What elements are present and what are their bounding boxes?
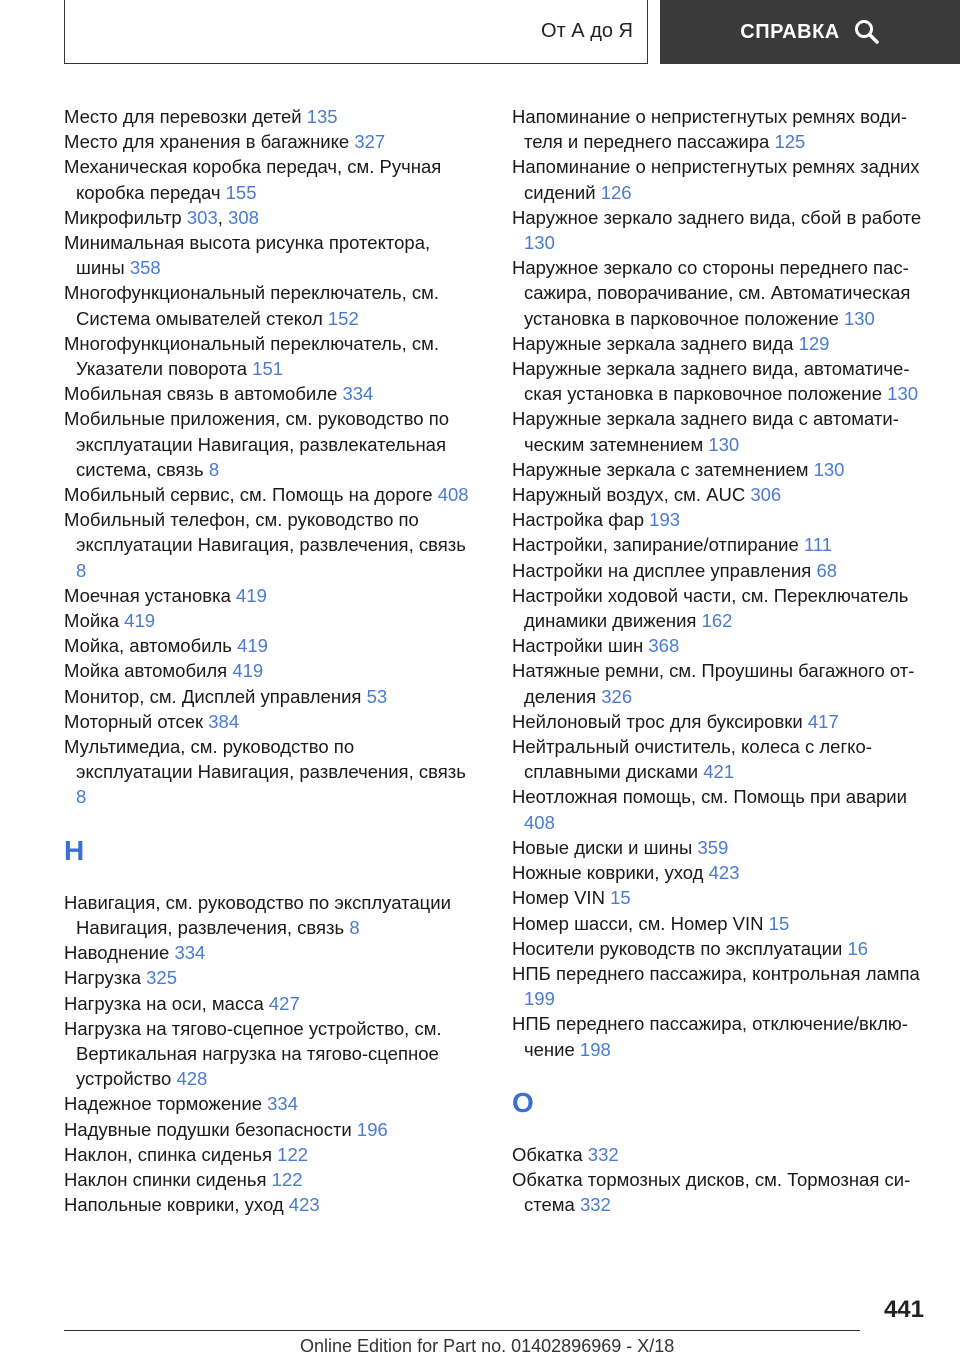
footer-rule bbox=[64, 1330, 860, 1331]
index-entry bbox=[64, 205, 474, 230]
index-entry bbox=[64, 734, 474, 810]
index-entry-text: Настройки шин bbox=[512, 635, 649, 657]
page-ref-link[interactable]: 122 bbox=[277, 1143, 309, 1165]
page-ref-link[interactable]: 129 bbox=[798, 332, 830, 354]
page-ref-link[interactable]: 130 bbox=[524, 232, 555, 254]
page-ref-link[interactable]: 306 bbox=[750, 484, 782, 506]
index-entry bbox=[64, 230, 474, 280]
page-ref-link[interactable]: 196 bbox=[356, 1118, 388, 1140]
tab-a-to-z-label: От А до Я bbox=[541, 20, 633, 42]
index-entry-text: Наружные зеркала заднего вида bbox=[512, 332, 799, 354]
index-entry-text: Нагрузка на тягово-сцепное устройство, см. Вертикальная нагрузка на тягово-сцепное устройство bbox=[64, 1017, 442, 1090]
tab-a-to-z[interactable] bbox=[64, 0, 648, 64]
page-ref-link[interactable]: 326 bbox=[601, 685, 633, 707]
index-entry-text: Многофункциональный переключатель, см. Указатели поворота bbox=[64, 332, 439, 380]
index-entry bbox=[64, 381, 474, 406]
index-entry-text: Мойка bbox=[64, 610, 125, 632]
index-entry-text: НПБ переднего пассажира, отключение/включение bbox=[512, 1013, 908, 1060]
page-ref-link[interactable]: 423 bbox=[288, 1194, 320, 1216]
index-entry bbox=[64, 890, 474, 940]
page-ref-link[interactable]: 332 bbox=[587, 1143, 619, 1165]
index-entry bbox=[64, 331, 474, 381]
index-entry bbox=[64, 965, 474, 990]
page-ref-link[interactable]: 384 bbox=[208, 710, 240, 732]
page-ref-link[interactable]: 130 bbox=[708, 433, 740, 455]
page-ref-link[interactable]: 68 bbox=[816, 559, 838, 581]
index-entry bbox=[512, 860, 932, 885]
index-entry-text: Нагрузка на оси, масса bbox=[64, 992, 269, 1014]
index-entry-text: Настройки, запирание/отпирание bbox=[512, 534, 804, 556]
index-entry bbox=[512, 331, 932, 356]
index-entry-text: Нагрузка bbox=[64, 967, 147, 989]
index-entry-text: Неотложная помощь, см. Помощь при аварии bbox=[512, 786, 907, 808]
index-entry bbox=[512, 784, 932, 834]
index-entry-text: Носители руководств по эксплуатации bbox=[512, 937, 848, 959]
index-entry-text: Нейтральный очиститель, колеса с легкосплавными дисками bbox=[512, 736, 872, 783]
index-entry bbox=[64, 1167, 474, 1192]
page-ref-link[interactable]: 15 bbox=[768, 912, 790, 934]
index-entry bbox=[512, 961, 932, 1011]
page-ref-link[interactable]: 126 bbox=[600, 181, 632, 203]
index-entry-text: Мобильные приложения, см. руководство по эксплуатации Навигация, развлекательная система, связь bbox=[64, 408, 449, 480]
index-entry-text: Номер VIN bbox=[512, 887, 611, 909]
index-entry-text: Место для перевозки детей bbox=[64, 106, 307, 127]
index-entry-text: Многофункциональный переключатель, см. Система омывателей стекол bbox=[64, 282, 439, 329]
index-entry-text: Микрофильтр bbox=[64, 206, 187, 228]
page-ref-link[interactable]: 421 bbox=[703, 761, 735, 783]
index-entry bbox=[64, 709, 474, 734]
page-ref-link[interactable]: 155 bbox=[225, 181, 257, 203]
index-entry bbox=[512, 911, 932, 936]
index-entry bbox=[64, 129, 474, 154]
index-entry bbox=[512, 835, 932, 860]
index-entry bbox=[512, 154, 932, 204]
index-entry-text: Напольные коврики, уход bbox=[64, 1194, 289, 1216]
index-entry bbox=[512, 406, 932, 456]
page-ref-link[interactable]: 419 bbox=[124, 610, 156, 632]
page-ref-link[interactable]: 125 bbox=[774, 131, 806, 153]
index-entry bbox=[512, 709, 932, 734]
index-entry-text: Моечная установка bbox=[64, 584, 236, 606]
page-ref-link[interactable]: 334 bbox=[174, 942, 206, 964]
index-entry bbox=[512, 885, 932, 910]
index-entry bbox=[64, 1091, 474, 1116]
index-entry-text: Наружные зеркала заднего вида, автоматическая установка в парковочное положение bbox=[512, 358, 910, 405]
page-ref-link[interactable]: 199 bbox=[524, 988, 555, 1010]
index-entry bbox=[64, 991, 474, 1016]
footer-text: Online Edition for Part no. 01402896969 - X/18 bbox=[300, 1336, 675, 1356]
page-ref-link[interactable]: 327 bbox=[354, 131, 386, 153]
index-entry-text: Мойка автомобиля bbox=[64, 660, 233, 682]
page-ref-link[interactable]: 368 bbox=[648, 635, 680, 657]
tab-help-label: СПРАВКА bbox=[740, 20, 840, 43]
index-entry-text: Место для хранения в багажнике bbox=[64, 131, 355, 153]
page-ref-link[interactable]: 8 bbox=[76, 559, 87, 581]
page-ref-link[interactable]: 193 bbox=[649, 509, 681, 531]
page-ref-link[interactable]: 16 bbox=[847, 937, 869, 959]
index-entry-text: Наводнение bbox=[64, 942, 175, 964]
page-ref-link[interactable]: 325 bbox=[146, 967, 178, 989]
index-entry bbox=[64, 280, 474, 330]
index-entry bbox=[512, 583, 932, 633]
index-entry bbox=[64, 583, 474, 608]
index-entry-text: Надежное торможение bbox=[64, 1093, 268, 1115]
index-entry bbox=[64, 104, 474, 129]
index-letter-heading: О bbox=[512, 1086, 534, 1118]
page-ref-link[interactable]: 111 bbox=[803, 534, 833, 556]
search-icon bbox=[854, 19, 880, 45]
index-entry-text: Наружное зеркало заднего вида, сбой в работе bbox=[512, 206, 922, 228]
index-entry bbox=[512, 104, 932, 154]
page-ref-link[interactable]: 408 bbox=[524, 811, 555, 833]
index-entry bbox=[64, 633, 474, 658]
page-ref-link[interactable]: 419 bbox=[232, 660, 264, 682]
page-ref-link[interactable]: 423 bbox=[708, 862, 740, 884]
index-entry-text: Мобильный телефон, см. руководство по эксплуатации Навигация, развлечения, связь bbox=[64, 509, 466, 556]
index-entry-text: Мобильный сервис, см. Помощь на дороге bbox=[64, 484, 438, 506]
page-ref-link[interactable]: 130 bbox=[887, 383, 919, 405]
index-entry-text: Наружное зеркало со стороны переднего пассажира, поворачивание, см. Автоматическая установка в парковочное положение bbox=[512, 257, 911, 329]
index-letter-heading: Н bbox=[64, 834, 85, 866]
page-ref-link[interactable]: 359 bbox=[697, 836, 729, 858]
index-entry-text: Мультимедиа, см. руководство по эксплуатации Навигация, развлечения, связь bbox=[64, 736, 466, 783]
page-ref-link[interactable]: 198 bbox=[579, 1038, 611, 1060]
index-entry-text: Настройки на дисплее управления bbox=[512, 559, 817, 581]
index-entry-text: Натяжные ремни, см. Проушины багажного отделения bbox=[512, 660, 915, 707]
page-ref-link[interactable]: 135 bbox=[306, 106, 338, 127]
index-entry-text: Новые диски и шины bbox=[512, 836, 698, 858]
index-entry-text: Моторный отсек bbox=[64, 710, 209, 732]
index-column-right bbox=[512, 104, 932, 1217]
page-ref-link[interactable]: 152 bbox=[327, 307, 359, 329]
index-entry-text: Надувные подушки безопасности bbox=[64, 1118, 357, 1140]
page-ref-link[interactable]: 151 bbox=[252, 358, 284, 380]
index-entry bbox=[512, 356, 932, 406]
page-ref-link[interactable]: 408 bbox=[437, 484, 469, 506]
index-entry bbox=[512, 558, 932, 583]
index-column-left bbox=[64, 104, 474, 1217]
index-entry-text: Наружный воздух, см. AUC bbox=[512, 484, 751, 506]
index-entry bbox=[64, 940, 474, 965]
index-entry-text: Нейлоновый трос для буксировки bbox=[512, 710, 808, 732]
index-entry bbox=[64, 684, 474, 709]
index-entry-text: Наружные зеркала заднего вида с автоматическим затемнением bbox=[512, 408, 899, 455]
index-entry bbox=[512, 658, 932, 708]
index-entry-text: Наружные зеркала с затемнением bbox=[512, 458, 814, 480]
index-entry-text: Настройка фар bbox=[512, 509, 650, 531]
index-entry bbox=[512, 633, 932, 658]
page-ref-link[interactable]: 122 bbox=[271, 1168, 303, 1190]
index-entry-text: Монитор, см. Дисплей управления bbox=[64, 685, 367, 707]
index-entry bbox=[64, 1142, 474, 1167]
index-entry bbox=[64, 507, 474, 583]
page-ref-link[interactable]: 162 bbox=[701, 610, 733, 632]
page-ref-link[interactable]: 428 bbox=[176, 1068, 208, 1090]
page-ref-link[interactable]: 8 bbox=[349, 916, 360, 938]
page-ref-link[interactable]: 358 bbox=[129, 257, 161, 279]
page-ref-link[interactable]: 130 bbox=[843, 307, 875, 329]
page-ref-link[interactable]: 15 bbox=[610, 887, 631, 909]
page-ref-link[interactable]: 308 bbox=[228, 206, 259, 228]
index-entry bbox=[512, 1011, 932, 1061]
index-entry bbox=[512, 1142, 932, 1167]
index-entry-text: Обкатка bbox=[512, 1143, 588, 1165]
index-entry-text: Напоминание о непристегнутых ремнях задних сидений bbox=[512, 156, 920, 203]
page-ref-link[interactable]: 334 bbox=[342, 383, 374, 405]
page-ref-link[interactable]: 419 bbox=[237, 635, 268, 657]
tab-help[interactable] bbox=[660, 0, 960, 64]
page-ref-separator: , bbox=[217, 206, 229, 228]
page-ref-link[interactable]: 53 bbox=[366, 685, 388, 707]
page-ref-link[interactable]: 419 bbox=[236, 584, 267, 606]
index-entry-text: Мойка, автомобиль bbox=[64, 635, 238, 657]
page-number: 441 bbox=[883, 1296, 924, 1323]
index-entry-text: Настройки ходовой части, см. Переключатель динамики движения bbox=[512, 584, 909, 632]
page-ref-link[interactable]: 334 bbox=[267, 1093, 298, 1115]
page-ref-link[interactable]: 8 bbox=[76, 786, 87, 808]
index-entry-text: Напоминание о непристегнутых ремнях водителя и переднего пассажира bbox=[512, 106, 907, 153]
index-entry-text: Наклон, спинка сиденья bbox=[64, 1143, 278, 1165]
index-entry bbox=[512, 532, 932, 557]
index-entry-text: Ножные коврики, уход bbox=[512, 862, 709, 884]
index-entry bbox=[64, 1192, 474, 1217]
page-ref-link[interactable]: 417 bbox=[807, 710, 839, 732]
index-entry bbox=[64, 1016, 474, 1092]
index-entry-text: Навигация, см. руководство по эксплуатации Навигация, развлечения, связь bbox=[64, 891, 451, 938]
index-entry-text: Обкатка тормозных дисков, см. Тормозная система bbox=[512, 1168, 911, 1216]
index-entry bbox=[512, 457, 932, 482]
page-ref-link[interactable]: 130 bbox=[813, 458, 845, 480]
index-entry bbox=[512, 734, 932, 784]
index-entry bbox=[64, 482, 474, 507]
index-entry bbox=[64, 608, 474, 633]
index-entry-text: Наклон спинки сиденья bbox=[64, 1168, 272, 1190]
index-entry bbox=[64, 154, 474, 204]
page-ref-link[interactable]: 427 bbox=[268, 992, 300, 1014]
index-entry bbox=[64, 406, 474, 482]
index-entry bbox=[512, 1167, 932, 1217]
index-entry bbox=[512, 507, 932, 532]
index-entry bbox=[512, 936, 932, 961]
index-entry-text: Механическая коробка передач, см. Ручная коробка передач bbox=[64, 156, 442, 203]
index-entry-text: Номер шасси, см. Номер VIN bbox=[512, 912, 769, 934]
index-entry-text: НПБ переднего пассажира, контрольная лампа bbox=[512, 962, 920, 984]
index-entry bbox=[64, 658, 474, 683]
page-ref-link[interactable]: 303 bbox=[186, 206, 218, 228]
index-entry bbox=[512, 482, 932, 507]
page-ref-link[interactable]: 8 bbox=[208, 458, 220, 480]
index-entry-text: Минимальная высота рисунка протектора, шины bbox=[64, 232, 431, 279]
index-entry bbox=[512, 205, 932, 255]
page-ref-link[interactable]: 332 bbox=[579, 1194, 611, 1216]
index-entry bbox=[512, 255, 932, 331]
index-entry-text: Мобильная связь в автомобиле bbox=[64, 383, 343, 405]
index-entry bbox=[64, 1117, 474, 1142]
